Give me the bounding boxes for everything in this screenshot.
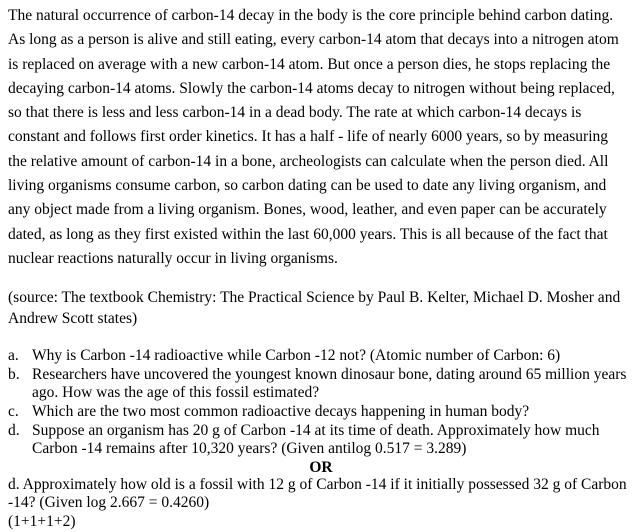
- question-b: [8, 366, 628, 403]
- question-a: [8, 347, 628, 366]
- or-separator: OR: [309, 458, 333, 476]
- alternative-question-d: d. Approximately how old is a fossil with 12 g of Carbon -14 if it initially possessed 32 g of Carbon -14? (Given log 2.667 = 0.4260): [8, 475, 627, 512]
- question-letter: d.: [8, 421, 20, 439]
- question-text: Which are the two most common radioactive decays happening in human body?: [32, 403, 530, 421]
- question-text: Suppose an organism has 20 g of Carbon -14 at its time of death. Approximately how much Carbon -14 remains after 10,320 years? (Given antilog 0.517 = 3.289): [32, 421, 600, 458]
- question-letter: a.: [8, 347, 19, 365]
- question-c: [8, 403, 628, 422]
- question-letter: b.: [8, 365, 20, 383]
- question-d: [8, 422, 628, 459]
- question-text: Researchers have uncovered the youngest known dinosaur bone, dating around 65 million years ago. How was the age of this fossil estimated?: [32, 365, 627, 402]
- question-list: [8, 347, 628, 459]
- question-letter: c.: [8, 403, 19, 421]
- source-citation: (source: The textbook Chemistry: The Practical Science by Paul B. Kelter, Michael D. Mosher and Andrew Scott states): [8, 289, 621, 328]
- question-text: Why is Carbon -14 radioactive while Carbon -12 not? (Atomic number of Carbon: 6): [32, 347, 561, 365]
- marks-distribution: (1+1+1+2): [8, 513, 76, 531]
- passage-paragraph: The natural occurrence of carbon-14 decay in the body is the core principle behind carbon dating. As long as a person is alive and still eating, every carbon-14 atom that decays into a nitrogen atom is replaced on average with a new carbon-14 atom. But once a person dies, he stops replacing the decaying carbon-14 atoms. Slowly the carbon-14 atoms decay to nitrogen without being replaced, so that there is less and less carbon-14 in a dead body. The rate at which carbon-14 decays is constant and follows first order kinetics. It has a half - life of nearly 6000 years, so by measuring the relative amount of carbon-14 in a bone, archeologists can calculate when the person died. All living organisms consume carbon, so carbon dating can be used to date any living organism, and any object made from a living organism. Bones, wood, leather, and even paper can be accurately dated, as long as they first existed within the last 60,000 years. This is all because of the fact that nuclear reactions naturally occur in living organisms.: [8, 7, 619, 267]
